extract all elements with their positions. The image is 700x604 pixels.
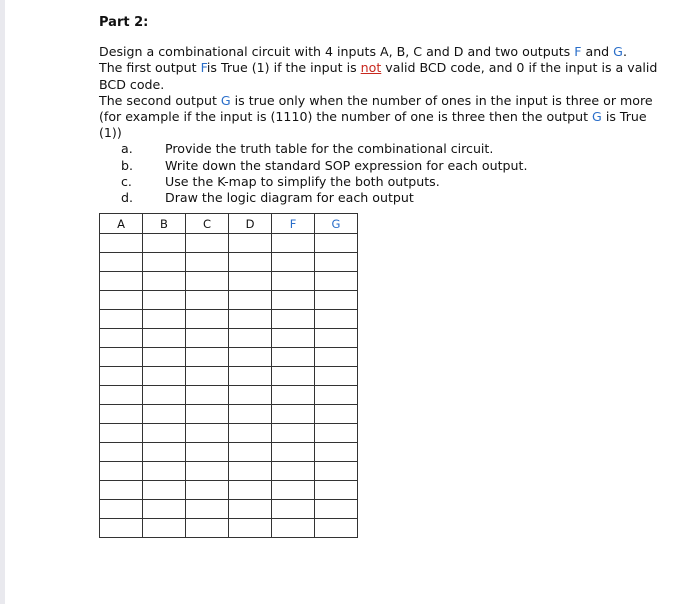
- table-cell: [143, 272, 186, 291]
- left-edge-strip: [0, 0, 5, 604]
- table-row: [100, 443, 358, 462]
- table-cell: [143, 234, 186, 253]
- table-cell: [186, 310, 229, 329]
- table-cell: [272, 234, 315, 253]
- table-cell: [186, 348, 229, 367]
- table-cell: [186, 291, 229, 310]
- table-cell: [272, 405, 315, 424]
- table-cell: [143, 329, 186, 348]
- table-row: [100, 329, 358, 348]
- table-cell: [272, 310, 315, 329]
- table-cell: [100, 291, 143, 310]
- table-cell: [272, 386, 315, 405]
- table-cell: [315, 405, 358, 424]
- table-cell: [315, 481, 358, 500]
- first-output-text: The first output: [99, 60, 201, 76]
- table-cell: [100, 367, 143, 386]
- table-cell: [143, 291, 186, 310]
- intro-text: Design a combinational circuit with 4 inputs A, B, C and D and two outputs: [99, 44, 575, 60]
- table-cell: [100, 481, 143, 500]
- second-output-text-end: is True (1)): [99, 109, 647, 141]
- table-cell: [100, 329, 143, 348]
- table-cell: [186, 519, 229, 538]
- table-cell: [315, 253, 358, 272]
- table-cell: [229, 310, 272, 329]
- table-cell: [186, 462, 229, 481]
- header-g: G: [315, 214, 358, 234]
- table-cell: [272, 519, 315, 538]
- table-cell: [229, 386, 272, 405]
- table-cell: [229, 462, 272, 481]
- truth-table: [99, 213, 358, 538]
- output-f-label: F: [574, 44, 582, 60]
- table-row: [100, 234, 358, 253]
- table-cell: [186, 367, 229, 386]
- table-cell: [100, 310, 143, 329]
- table-cell: [315, 310, 358, 329]
- table-cell: [143, 443, 186, 462]
- table-cell: [272, 424, 315, 443]
- table-cell: [186, 253, 229, 272]
- table-cell: [315, 234, 358, 253]
- task-text: Write down the standard SOP expression for each output.: [165, 157, 528, 173]
- task-item: [99, 174, 669, 190]
- table-row: [100, 462, 358, 481]
- second-output-paragraph: [99, 93, 669, 142]
- task-text: Use the K-map to simplify the both outputs.: [165, 173, 440, 189]
- table-cell: [229, 291, 272, 310]
- table-cell: [186, 386, 229, 405]
- table-cell: [315, 272, 358, 291]
- table-row: [100, 424, 358, 443]
- table-cell: [272, 272, 315, 291]
- table-cell: [186, 234, 229, 253]
- first-output-text-mid: is True (1) if the input is: [206, 60, 361, 76]
- task-letter: b.: [121, 157, 133, 173]
- table-cell: [315, 291, 358, 310]
- task-text: Draw the logic diagram for each output: [165, 190, 414, 206]
- header-f: F: [272, 214, 315, 234]
- table-cell: [143, 519, 186, 538]
- table-cell: [229, 367, 272, 386]
- table-cell: [272, 253, 315, 272]
- table-cell: [272, 500, 315, 519]
- table-row: [100, 291, 358, 310]
- output-g-label: G: [592, 109, 602, 125]
- table-row: [100, 519, 358, 538]
- table-cell: [143, 481, 186, 500]
- table-cell: [100, 462, 143, 481]
- table-row: [100, 253, 358, 272]
- table-row: [100, 272, 358, 291]
- table-cell: [100, 234, 143, 253]
- table-cell: [100, 424, 143, 443]
- table-cell: [186, 500, 229, 519]
- table-cell: [100, 272, 143, 291]
- header-a: A: [100, 214, 143, 234]
- header-b: B: [143, 214, 186, 234]
- table-cell: [186, 272, 229, 291]
- intro-text-mid: and: [581, 44, 614, 60]
- table-cell: [100, 348, 143, 367]
- table-cell: [143, 253, 186, 272]
- table-row: [100, 500, 358, 519]
- truth-table-body: [100, 234, 358, 538]
- intro-text-end: .: [622, 44, 627, 60]
- output-g-label: G: [220, 92, 231, 108]
- second-output-text-mid: is true only when the number of ones in the input is three or more (for example if the input is (1110) the number of one is three then the output: [99, 92, 653, 125]
- table-cell: [315, 329, 358, 348]
- table-cell: [229, 519, 272, 538]
- first-output-text-end: valid BCD code, and 0 if the input is a valid BCD code.: [99, 60, 658, 92]
- output-g-label: G: [613, 44, 623, 60]
- output-f-label: F: [200, 60, 207, 76]
- table-cell: [186, 443, 229, 462]
- table-cell: [272, 348, 315, 367]
- table-cell: [229, 253, 272, 272]
- table-cell: [143, 348, 186, 367]
- document-body: [99, 15, 669, 206]
- table-cell: [143, 310, 186, 329]
- task-text: Provide the truth table for the combinational circuit.: [165, 141, 494, 157]
- second-output-text: The second output: [99, 92, 221, 108]
- table-cell: [229, 348, 272, 367]
- table-row: [100, 386, 358, 405]
- table-cell: [143, 500, 186, 519]
- table-cell: [143, 386, 186, 405]
- table-row: [100, 348, 358, 367]
- table-row: [100, 310, 358, 329]
- table-cell: [186, 405, 229, 424]
- not-emphasis: not: [360, 60, 382, 76]
- table-cell: [229, 500, 272, 519]
- task-letter: a.: [121, 141, 133, 157]
- table-cell: [315, 367, 358, 386]
- table-cell: [143, 367, 186, 386]
- task-item: [99, 141, 669, 157]
- table-row: [100, 405, 358, 424]
- table-cell: [229, 405, 272, 424]
- table-cell: [100, 386, 143, 405]
- table-cell: [229, 234, 272, 253]
- table-cell: [272, 443, 315, 462]
- table-cell: [315, 462, 358, 481]
- table-cell: [100, 405, 143, 424]
- table-cell: [100, 519, 143, 538]
- table-cell: [272, 481, 315, 500]
- task-letter: c.: [121, 173, 132, 189]
- first-output-paragraph: [99, 60, 669, 92]
- header-c: C: [186, 214, 229, 234]
- task-letter: d.: [121, 190, 133, 206]
- header-d: D: [229, 214, 272, 234]
- task-list: [99, 141, 669, 206]
- table-cell: [229, 329, 272, 348]
- table-cell: [229, 272, 272, 291]
- table-cell: [100, 443, 143, 462]
- part-heading: Part 2:: [99, 15, 149, 30]
- table-cell: [143, 462, 186, 481]
- table-cell: [186, 481, 229, 500]
- table-row: [100, 367, 358, 386]
- table-cell: [143, 405, 186, 424]
- table-cell: [272, 367, 315, 386]
- table-cell: [100, 500, 143, 519]
- table-cell: [315, 424, 358, 443]
- table-cell: [315, 348, 358, 367]
- table-cell: [229, 443, 272, 462]
- table-cell: [229, 481, 272, 500]
- table-row: [100, 481, 358, 500]
- intro-paragraph: [99, 44, 669, 60]
- table-cell: [100, 253, 143, 272]
- table-cell: [272, 462, 315, 481]
- table-cell: [143, 424, 186, 443]
- table-cell: [186, 424, 229, 443]
- table-cell: [315, 500, 358, 519]
- table-cell: [315, 386, 358, 405]
- task-item: [99, 190, 669, 206]
- table-cell: [315, 519, 358, 538]
- table-cell: [272, 291, 315, 310]
- table-cell: [186, 329, 229, 348]
- table-header-row: [100, 214, 358, 234]
- table-cell: [229, 424, 272, 443]
- table-cell: [315, 443, 358, 462]
- table-cell: [272, 329, 315, 348]
- task-item: [99, 158, 669, 174]
